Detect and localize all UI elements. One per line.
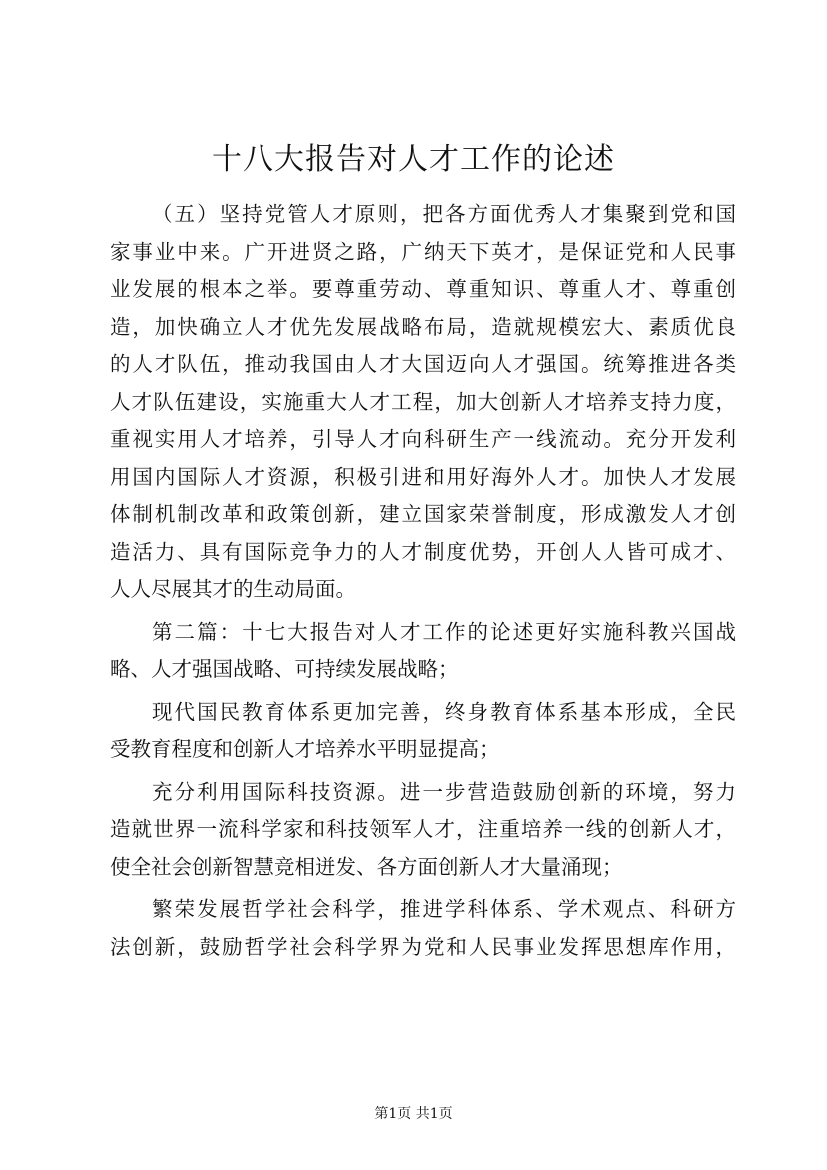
text-line: 繁荣发展哲学社会科学，推进学科体系、学术观点、科研方 (152, 897, 736, 921)
text-line: 造，加快确立人才优先发展战略布局，造就规模宏大、素质优良 (110, 314, 736, 339)
paragraph (110, 614, 736, 689)
text-line: 家事业中来。广开进贤之路，广纳天下英才，是保证党和人民事 (110, 239, 736, 264)
page-footer: 第1页 共1页 (374, 1106, 453, 1122)
text-line: 第二篇：十七大报告对人才工作的论述更好实施科教兴国战 (152, 619, 736, 644)
text-line: 略、人才强国战略、可持续发展战略； (110, 657, 459, 681)
text-line: 人才队伍建设，实施重大人才工程，加大创新人才培养支持力度， (110, 389, 736, 414)
paragraph (110, 774, 736, 887)
text-line: 造就世界一流科学家和科技领军人才，注重培养一线的创新人才， (110, 817, 736, 841)
text-line: 的人才队伍，推动我国由人才大国迈向人才强国。统筹推进各类 (110, 352, 736, 376)
document-title: 十八大报告对人才工作的论述 (212, 142, 615, 177)
text-line: 造活力、具有国际竞争力的人才制度优势，开创人人皆可成才、 (110, 539, 736, 564)
text-line: 体制机制改革和政策创新，建立国家荣誉制度，形成激发人才创 (110, 502, 736, 526)
text-line: 用国内国际人才资源，积极引进和用好海外人才。加快人才发展 (110, 464, 736, 489)
text-line: 受教育程度和创新人才培养水平明显提高； (110, 737, 500, 761)
text-line: 人人尽展其才的生动局面。 (110, 577, 356, 601)
paragraph (110, 196, 736, 609)
text-line: 使全社会创新智慧竞相迸发、各方面创新人才大量涌现； (110, 854, 623, 879)
text-line: 业发展的根本之举。要尊重劳动、尊重知识、尊重人才、尊重创 (110, 277, 736, 301)
text-line: 充分利用国际科技资源。进一步营造鼓励创新的环境，努力 (152, 779, 736, 804)
text-line: 现代国民教育体系更加完善，终身教育体系基本形成，全民 (152, 699, 736, 724)
paragraph (110, 694, 736, 769)
text-line: 法创新，鼓励哲学社会科学界为党和人民事业发挥思想库作用， (110, 934, 736, 959)
text-line: 重视实用人才培养，引导人才向科研生产一线流动。充分开发利 (110, 427, 736, 451)
paragraph (110, 891, 736, 966)
text-line: （五）坚持党管人才原则，把各方面优秀人才集聚到党和国 (152, 202, 736, 226)
document-body (110, 196, 736, 971)
